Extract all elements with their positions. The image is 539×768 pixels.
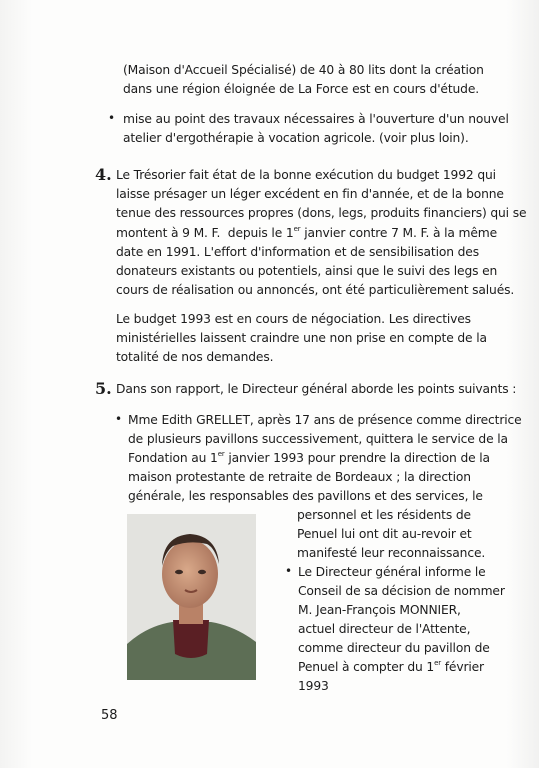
s4-line-4: montent à 9 M. F. depuis le 1er janvier contre 7 M. F. à la même xyxy=(116,225,498,240)
b1-line-1: mise au point des travaux nécessaires à l'ouverture d'un nouvel xyxy=(123,112,509,126)
bullet-icon: • xyxy=(115,412,123,426)
b1-line-2: atelier d'ergothérapie à vocation agricole. (voir plus loin). xyxy=(123,131,469,145)
s5-b2-line-2: Conseil de sa décision de nommer xyxy=(298,584,505,598)
s4-line-5: date en 1991. L'effort d'information et de sensibilisation des xyxy=(116,245,479,259)
s4b-line-1: Le budget 1993 est en cours de négociation. Les directives xyxy=(116,312,471,326)
section-4-number: 4. xyxy=(95,165,112,184)
bullet-icon: • xyxy=(285,564,293,578)
s5-b2-line-7: 1993 xyxy=(298,679,329,693)
s5-b1-line-6: personnel et les résidents de xyxy=(297,508,471,522)
s4-line-7: cours de réalisation ou annoncés, ont été particulièrement salués. xyxy=(116,283,515,297)
page-number: 58 xyxy=(101,708,118,723)
s4-line-1: Le Trésorier fait état de la bonne exécution du budget 1992 qui xyxy=(116,168,496,182)
s5-b1-line-5: générale, les responsables des pavillons et des services, le xyxy=(128,489,483,503)
s4b-line-3: totalité de nos demandes. xyxy=(116,350,274,364)
s5-b2-line-3: M. Jean-François MONNIER, xyxy=(298,603,461,617)
s5-b1-line-4: maison protestante de retraite de Bordeaux ; la direction xyxy=(128,470,471,484)
s5-b2-line-5: comme directeur du pavillon de xyxy=(298,641,490,655)
s5-b1-line-2: de plusieurs pavillons successivement, quittera le service de la xyxy=(128,432,508,446)
p1-line-1: (Maison d'Accueil Spécialisé) de 40 à 80 lits dont la création xyxy=(123,63,484,77)
s4-line-6: donateurs existants ou potentiels, ainsi que le suivi des legs en xyxy=(116,264,498,278)
s5-intro: Dans son rapport, le Directeur général aborde les points suivants : xyxy=(116,382,517,396)
section-5-number: 5. xyxy=(95,379,112,398)
s5-b2-line-6: Penuel à compter du 1er février xyxy=(298,659,484,674)
s4-line-3: tenue des ressources propres (dons, legs, produits financiers) qui se xyxy=(116,206,527,220)
p1-line-2: dans une région éloignée de La Force est en cours d'étude. xyxy=(123,82,479,96)
bullet-icon: • xyxy=(108,111,116,125)
s5-b1-line-7: Penuel lui ont dit au-revoir et xyxy=(297,527,472,541)
s5-b1-line-3: Fondation au 1er janvier 1993 pour prendre la direction de la xyxy=(128,450,490,465)
s5-b2-line-4: actuel directeur de l'Attente, xyxy=(298,622,471,636)
s4-line-2: laisse présager un léger excédent en fin d'année, et de la bonne xyxy=(116,187,504,201)
s5-b1-line-1: Mme Edith GRELLET, après 17 ans de présence comme directrice xyxy=(128,413,522,427)
s5-b1-line-8: manifesté leur reconnaissance. xyxy=(297,546,486,560)
s5-b2-line-1: Le Directeur général informe le xyxy=(298,565,486,579)
s4b-line-2: ministérielles laissent craindre une non prise en compte de la xyxy=(116,331,487,345)
portrait-photo xyxy=(127,514,256,680)
